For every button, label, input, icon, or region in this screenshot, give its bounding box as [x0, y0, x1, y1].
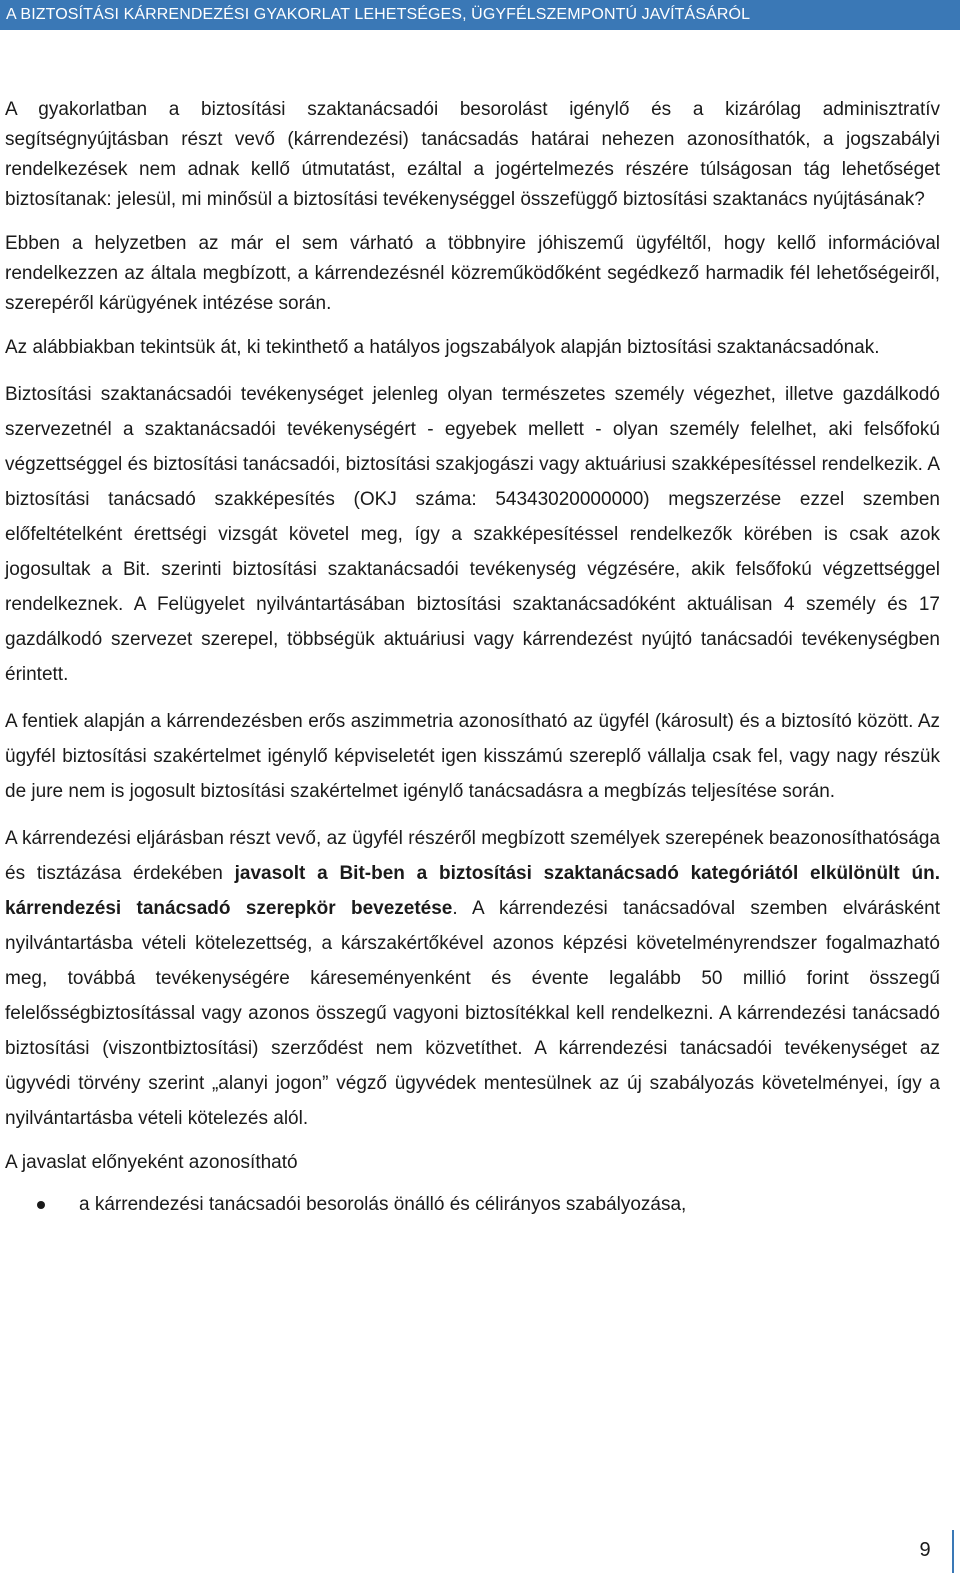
bullet-icon — [5, 1190, 79, 1220]
page-number-rule — [952, 1530, 954, 1573]
page-number: 9 — [919, 1539, 931, 1561]
paragraph-5: A fentiek alapján a kárrendezésben erős aszimmetria azonosítható az ügyfél (károsult) és a biztosító között. Az ügyfél biztosítási szakértelmet igénylő képviseletét igen kisszámú szereplő vállalja csak fel, vagy nagy részük de jure nem is jogosult biztosítási szakértelmet igénylő tanácsadásra a megbízás teljesítése során. — [5, 711, 940, 802]
paragraph-7: A javaslat előnyeként azonosítható — [5, 1152, 298, 1173]
paragraph-6 — [5, 821, 940, 1136]
paragraph-2: Ebben a helyzetben az már el sem várható a többnyire jóhiszemű ügyféltől, hogy kellő információval rendelkezzen az általa megbízott, a kárrendezésnél közreműködőként segédkező harmadik fél lehetőségeiről, szerepéről kárügyének intézése során. — [5, 233, 940, 314]
paragraph-4: Biztosítási szaktanácsadói tevékenységet jelenleg olyan természetes személy végezhet, illetve gazdálkodó szervezetnél a szaktanácsadói tevékenységért - egyebek mellett - olyan személy felelhet, aki felsőfokú végzettséggel és biztosítási tanácsadói, biztosítási szakjogászi vagy aktuáriusi szakképesítéssel rendelkezik. A biztosítási tanácsadó szakképesítés (OKJ száma: 54343020000000) megszerzése ezzel szemben előfeltételként érettségi vizsgát követel meg, így a szakképesítéssel rendelkezők körében is csak azok jogosultak a Bit. szerinti biztosítási szaktanácsadói tevékenység végzésére, akik felsőfokú végzettséggel rendelkeznek. A Felügyelet nyilvántartásában biztosítási szaktanácsadóként aktuálisan 4 személy és 17 gazdálkodó szervezet szerepel, többségük aktuáriusi vagy kárrendezést nyújtó tanácsadói tevékenységben érintett. — [5, 384, 940, 685]
paragraph-3: Az alábbiakban tekintsük át, ki tekinthető a hatályos jogszabályok alapján biztosítási szaktanácsadónak. — [5, 337, 880, 358]
header-title: A BIZTOSÍTÁSI KÁRRENDEZÉSI GYAKORLAT LEHETSÉGES, ÜGYFÉLSZEMPONTÚ JAVÍTÁSÁRÓL — [6, 6, 751, 23]
document-body — [5, 95, 940, 1220]
page-header — [0, 0, 960, 30]
list-item — [5, 1190, 940, 1220]
paragraph-6-proposal: javasolt a Bit-ben a biztosítási szaktanácsadó kategóriától elkülönült ún. kárrendezési tanácsadó szerepkör bevezetése — [5, 863, 940, 919]
paragraph-6-details: . A kárrendezési tanácsadóval szemben elvárásként nyilvántartásba vételi kötelezettség, a kárszakértőkével azonos képzési követelményrendszer fogalmazható meg, továbbá tevékenységére káreseményenként és évente legalább 50 millió forint összegű felelősségbiztosítással vagy azonos összegű vagyoni biztosítékkal kell rendelkezni. A kárrendezési tanácsadó biztosítási (viszontbiztosítási) szerződést nem közvetíthet. A kárrendezési tanácsadói tevékenységet az ügyvédi törvény szerint „alanyi jogon” végző ügyvédek mentesülnek az új szabályozás követelményei, így a nyilvántartásba vételi kötelezés alól. — [5, 898, 940, 1129]
paragraph-1: A gyakorlatban a biztosítási szaktanácsadói besorolást igénylő és a kizárólag adminisztratív segítségnyújtásban részt vevő (kárrendezési) tanácsadás határai nehezen azonosíthatók, a jogszabályi rendelkezések nem adnak kellő útmutatást, ezáltal a jogértelmezés részére túlságosan tág lehetőséget biztosítanak: jelesül, mi minősül a biztosítási tevékenységgel összefüggő biztosítási szaktanács nyújtásának? — [5, 99, 940, 210]
bullet-text: a kárrendezési tanácsadói besorolás önálló és célirányos szabályozása, — [79, 1194, 687, 1215]
paragraph-6-intro: A kárrendezési eljárásban részt vevő, az ügyfél részéről megbízott személyek szerepének beazonosíthatósága és tisztázása érdekében — [5, 828, 940, 884]
